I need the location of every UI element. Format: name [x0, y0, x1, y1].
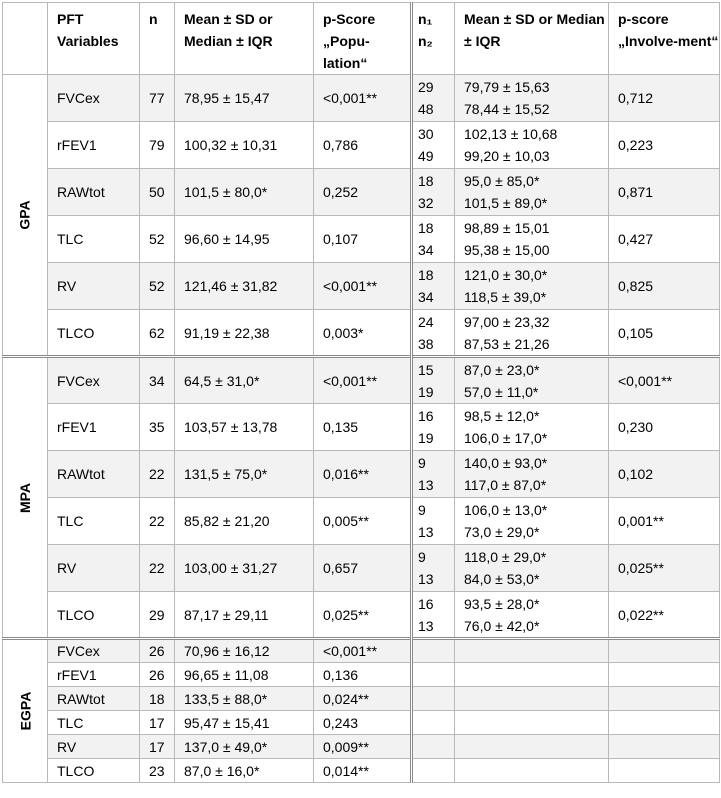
n-cell: 50: [140, 169, 175, 216]
n1-n2-cell: 9 13: [412, 498, 455, 545]
variable-cell: TLCO: [48, 592, 140, 639]
mean-cell: 100,32 ± 10,31: [175, 122, 314, 169]
n-cell: 17: [140, 735, 175, 759]
n1-n2-cell: 9 13: [412, 545, 455, 592]
n-cell: 52: [140, 263, 175, 310]
table-row: [3, 663, 720, 687]
group-label: MPA: [3, 357, 48, 639]
subgroup-mean-cell: 93,5 ± 28,0* 76,0 ± 42,0*: [455, 592, 609, 639]
n1-n2-cell: 24 38: [412, 310, 455, 357]
header-mean-subgroups: Mean ± SD or Median ± IQR: [455, 3, 609, 75]
table-row: [3, 711, 720, 735]
empty-cell: [412, 735, 455, 759]
table-row: [3, 639, 720, 663]
mean-cell: 121,46 ± 31,82: [175, 263, 314, 310]
variable-cell: TLC: [48, 711, 140, 735]
n-cell: 18: [140, 687, 175, 711]
subgroup-mean-cell: 118,0 ± 29,0* 84,0 ± 53,0*: [455, 545, 609, 592]
p-population-cell: 0,009**: [314, 735, 412, 759]
p-population-cell: 0,025**: [314, 592, 412, 639]
subgroup-mean-cell: 97,00 ± 23,32 87,53 ± 21,26: [455, 310, 609, 357]
mean-cell: 133,5 ± 88,0*: [175, 687, 314, 711]
table-row: [3, 545, 720, 592]
n1-n2-cell: 16 13: [412, 592, 455, 639]
mean-cell: 64,5 ± 31,0*: [175, 357, 314, 404]
empty-cell: [412, 711, 455, 735]
header-corner: [3, 3, 48, 75]
p-involvement-cell: 0,825: [609, 263, 720, 310]
empty-cell: [412, 687, 455, 711]
mean-cell: 78,95 ± 15,47: [175, 75, 314, 122]
p-involvement-cell: 0,105: [609, 310, 720, 357]
variable-cell: RV: [48, 545, 140, 592]
empty-cell: [609, 735, 720, 759]
table-row: [3, 735, 720, 759]
n1-n2-cell: 16 19: [412, 404, 455, 451]
pft-table: [2, 2, 720, 783]
header-n2: n₂: [418, 33, 433, 49]
table-row: [3, 263, 720, 310]
empty-cell: [609, 759, 720, 783]
p-involvement-cell: 0,230: [609, 404, 720, 451]
n-cell: 77: [140, 75, 175, 122]
p-population-cell: <0,001**: [314, 639, 412, 663]
header-pft-variables: PFT Variables: [48, 3, 140, 75]
subgroup-mean-cell: 102,13 ± 10,68 99,20 ± 10,03: [455, 122, 609, 169]
n1-n2-cell: 29 48: [412, 75, 455, 122]
variable-cell: RV: [48, 735, 140, 759]
n-cell: 26: [140, 639, 175, 663]
p-involvement-cell: 0,025**: [609, 545, 720, 592]
variable-cell: RAWtot: [48, 687, 140, 711]
mean-cell: 131,5 ± 75,0*: [175, 451, 314, 498]
header-p-involvement: p-score „Involve-ment“: [609, 3, 720, 75]
empty-cell: [609, 663, 720, 687]
variable-cell: TLCO: [48, 759, 140, 783]
variable-cell: FVCex: [48, 357, 140, 404]
p-involvement-cell: 0,022**: [609, 592, 720, 639]
variable-cell: TLC: [48, 216, 140, 263]
header-row: [3, 3, 720, 75]
n-cell: 22: [140, 451, 175, 498]
p-involvement-cell: <0,001**: [609, 357, 720, 404]
n1-n2-cell: 30 49: [412, 122, 455, 169]
mean-cell: 95,47 ± 15,41: [175, 711, 314, 735]
header-n1: n₁: [418, 11, 433, 27]
subgroup-mean-cell: 140,0 ± 93,0* 117,0 ± 87,0*: [455, 451, 609, 498]
empty-cell: [412, 639, 455, 663]
p-involvement-cell: 0,001**: [609, 498, 720, 545]
subgroup-mean-cell: 79,79 ± 15,63 78,44 ± 15,52: [455, 75, 609, 122]
table-row: [3, 759, 720, 783]
mean-cell: 87,0 ± 16,0*: [175, 759, 314, 783]
table-row: [3, 451, 720, 498]
p-population-cell: <0,001**: [314, 75, 412, 122]
header-n: n: [140, 3, 175, 75]
n-cell: 17: [140, 711, 175, 735]
header-mean: Mean ± SD or Median ± IQR: [175, 3, 314, 75]
n1-n2-cell: 9 13: [412, 451, 455, 498]
n-cell: 34: [140, 357, 175, 404]
empty-cell: [412, 663, 455, 687]
empty-cell: [455, 639, 609, 663]
mean-cell: 103,57 ± 13,78: [175, 404, 314, 451]
n-cell: 22: [140, 545, 175, 592]
table-row: [3, 310, 720, 357]
p-population-cell: 0,024**: [314, 687, 412, 711]
subgroup-mean-cell: 87,0 ± 23,0* 57,0 ± 11,0*: [455, 357, 609, 404]
p-involvement-cell: 0,102: [609, 451, 720, 498]
p-population-cell: 0,786: [314, 122, 412, 169]
header-p-population: p-Score „Popu-lation“: [314, 3, 412, 75]
p-population-cell: 0,016**: [314, 451, 412, 498]
n1-n2-cell: 15 19: [412, 357, 455, 404]
n-cell: 79: [140, 122, 175, 169]
group-label: EGPA: [3, 639, 48, 783]
p-population-cell: 0,135: [314, 404, 412, 451]
p-population-cell: 0,657: [314, 545, 412, 592]
variable-cell: rFEV1: [48, 404, 140, 451]
p-population-cell: 0,252: [314, 169, 412, 216]
table-row: [3, 498, 720, 545]
empty-cell: [609, 639, 720, 663]
empty-cell: [609, 687, 720, 711]
mean-cell: 101,5 ± 80,0*: [175, 169, 314, 216]
empty-cell: [455, 759, 609, 783]
p-population-cell: 0,107: [314, 216, 412, 263]
header-n1-n2: [412, 3, 455, 75]
mean-cell: 137,0 ± 49,0*: [175, 735, 314, 759]
variable-cell: FVCex: [48, 75, 140, 122]
p-population-cell: <0,001**: [314, 263, 412, 310]
n-cell: 62: [140, 310, 175, 357]
variable-cell: RAWtot: [48, 451, 140, 498]
subgroup-mean-cell: 121,0 ± 30,0* 118,5 ± 39,0*: [455, 263, 609, 310]
table-row: [3, 592, 720, 639]
n-cell: 35: [140, 404, 175, 451]
p-population-cell: 0,243: [314, 711, 412, 735]
empty-cell: [412, 759, 455, 783]
mean-cell: 91,19 ± 22,38: [175, 310, 314, 357]
mean-cell: 85,82 ± 21,20: [175, 498, 314, 545]
variable-cell: TLCO: [48, 310, 140, 357]
mean-cell: 103,00 ± 31,27: [175, 545, 314, 592]
p-involvement-cell: 0,223: [609, 122, 720, 169]
subgroup-mean-cell: 95,0 ± 85,0* 101,5 ± 89,0*: [455, 169, 609, 216]
p-involvement-cell: 0,871: [609, 169, 720, 216]
group-label: GPA: [3, 75, 48, 357]
p-involvement-cell: 0,712: [609, 75, 720, 122]
n-cell: 22: [140, 498, 175, 545]
table-row: [3, 216, 720, 263]
p-population-cell: <0,001**: [314, 357, 412, 404]
p-population-cell: 0,003*: [314, 310, 412, 357]
table-row: [3, 75, 720, 122]
subgroup-mean-cell: 106,0 ± 13,0* 73,0 ± 29,0*: [455, 498, 609, 545]
variable-cell: FVCex: [48, 639, 140, 663]
empty-cell: [455, 663, 609, 687]
n1-n2-cell: 18 34: [412, 216, 455, 263]
mean-cell: 70,96 ± 16,12: [175, 639, 314, 663]
p-population-cell: 0,136: [314, 663, 412, 687]
table-row: [3, 687, 720, 711]
variable-cell: TLC: [48, 498, 140, 545]
p-involvement-cell: 0,427: [609, 216, 720, 263]
mean-cell: 96,65 ± 11,08: [175, 663, 314, 687]
table-row: [3, 404, 720, 451]
table-row: [3, 122, 720, 169]
variable-cell: rFEV1: [48, 663, 140, 687]
n1-n2-cell: 18 34: [412, 263, 455, 310]
n1-n2-cell: 18 32: [412, 169, 455, 216]
empty-cell: [455, 687, 609, 711]
variable-cell: rFEV1: [48, 122, 140, 169]
n-cell: 23: [140, 759, 175, 783]
table-row: [3, 169, 720, 216]
variable-cell: RAWtot: [48, 169, 140, 216]
mean-cell: 87,17 ± 29,11: [175, 592, 314, 639]
table-row: [3, 357, 720, 404]
n-cell: 29: [140, 592, 175, 639]
empty-cell: [455, 711, 609, 735]
p-population-cell: 0,005**: [314, 498, 412, 545]
n-cell: 26: [140, 663, 175, 687]
p-population-cell: 0,014**: [314, 759, 412, 783]
variable-cell: RV: [48, 263, 140, 310]
mean-cell: 96,60 ± 14,95: [175, 216, 314, 263]
empty-cell: [455, 735, 609, 759]
subgroup-mean-cell: 98,5 ± 12,0* 106,0 ± 17,0*: [455, 404, 609, 451]
n-cell: 52: [140, 216, 175, 263]
subgroup-mean-cell: 98,89 ± 15,01 95,38 ± 15,00: [455, 216, 609, 263]
empty-cell: [609, 711, 720, 735]
